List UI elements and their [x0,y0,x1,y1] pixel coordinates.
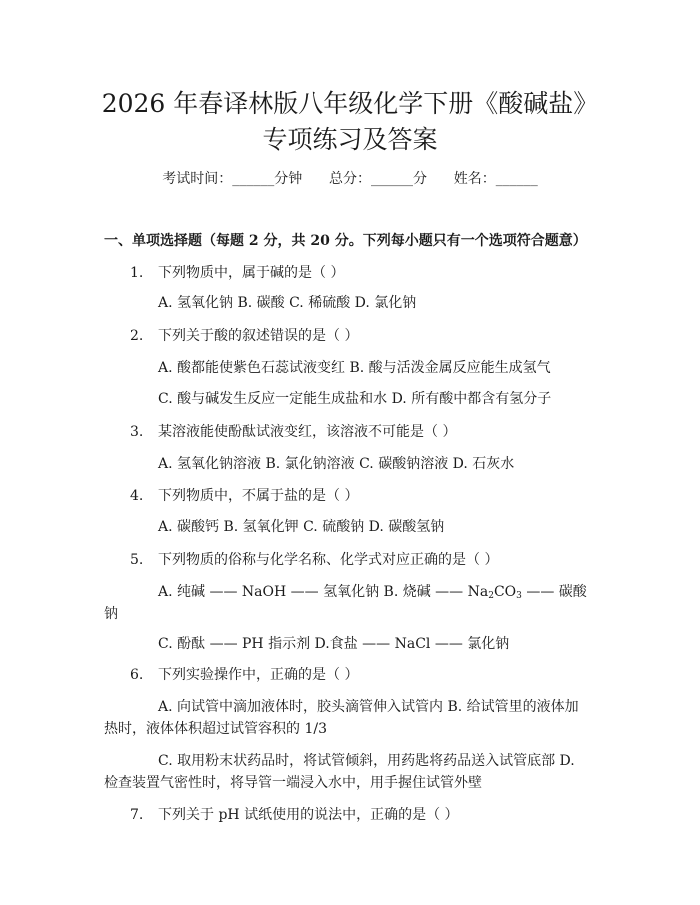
option-text: A. 纯碱 —— NaOH —— 氢氧化钠 B. 烧碱 —— Na [158,584,489,600]
section-heading: 一、单项选择题（每题 2 分，共 20 分。下列每小题只有一个选项符合题意） [104,233,587,249]
question-6-option-a: A. 向试管中滴加液体时，胶头滴管伸入试管内 B. 给试管里的液体加 [158,699,579,715]
question-3-options: A. 氢氧化钠溶液 B. 氯化钠溶液 C. 碳酸钠溶液 D. 石灰水 [158,456,515,472]
question-text: 下列实验操作中，正确的是（ ） [158,667,359,683]
question-6-option-c: C. 取用粉末状药品时，将试管倾斜，用药匙将药品送入试管底部 D. [158,753,575,769]
question-number: 5. [130,552,144,568]
option-text: CO [493,584,517,600]
question-1 [130,262,344,282]
question-5 [130,549,498,569]
option-text: —— 碳酸 [521,584,587,600]
question-5-options-cd: C. 酚酞 —— PH 指示剂 D.食盐 —— NaCl —— 氯化钠 [158,636,510,652]
question-2-options-cd: C. 酸与碱发生反应一定能生成盐和水 D. 所有酸中都含有氢分子 [158,391,552,407]
question-2 [130,325,358,345]
exam-info-line: 考试时间：______分钟 总分：______分 姓名：______ [162,171,538,187]
question-text: 下列关于酸的叙述错误的是（ ） [158,328,359,344]
question-4-options: A. 碳酸钙 B. 氢氧化钾 C. 硫酸钠 D. 碳酸氢钠 [158,519,445,535]
question-6-option-b-wrap: 热时，液体体积超过试管容积的 1/3 [104,721,327,737]
question-2-options-ab: A. 酸都能使紫色石蕊试液变红 B. 酸与活泼金属反应能生成氢气 [158,360,551,376]
document-subtitle: 专项练习及答案 [262,125,438,154]
question-text: 某溶液能使酚酞试液变红，该溶液不可能是（ ） [158,424,457,440]
question-7 [130,804,459,824]
question-number: 4. [130,488,144,504]
question-text: 下列物质中，属于碱的是（ ） [158,265,345,281]
question-number: 3. [130,424,144,440]
question-text: 下列物质中，不属于盐的是（ ） [158,488,359,504]
question-number: 6. [130,667,144,683]
subscript: 3 [516,591,522,601]
question-number: 2. [130,328,144,344]
question-number: 1. [130,265,144,281]
question-text: 下列物质的俗称与化学名称、化学式对应正确的是（ ） [158,552,499,568]
question-6-option-d-wrap: 检查装置气密性时，将导管一端浸入水中，用手握住试管外壁 [104,775,482,791]
question-number: 7. [130,807,144,823]
question-5-options-wrap: 钠 [104,606,118,622]
subscript: 2 [488,591,494,601]
question-text: 下列关于 pH 试纸使用的说法中，正确的是（ ） [158,807,459,823]
question-5-options-ab [158,581,587,601]
question-1-options: A. 氢氧化钠 B. 碳酸 C. 稀硫酸 D. 氯化钠 [158,295,417,311]
question-4 [130,485,358,505]
document-title: 2026 年春译林版八年级化学下册《酸碱盐》 [101,89,599,118]
question-6 [130,664,358,684]
question-3 [130,421,456,441]
